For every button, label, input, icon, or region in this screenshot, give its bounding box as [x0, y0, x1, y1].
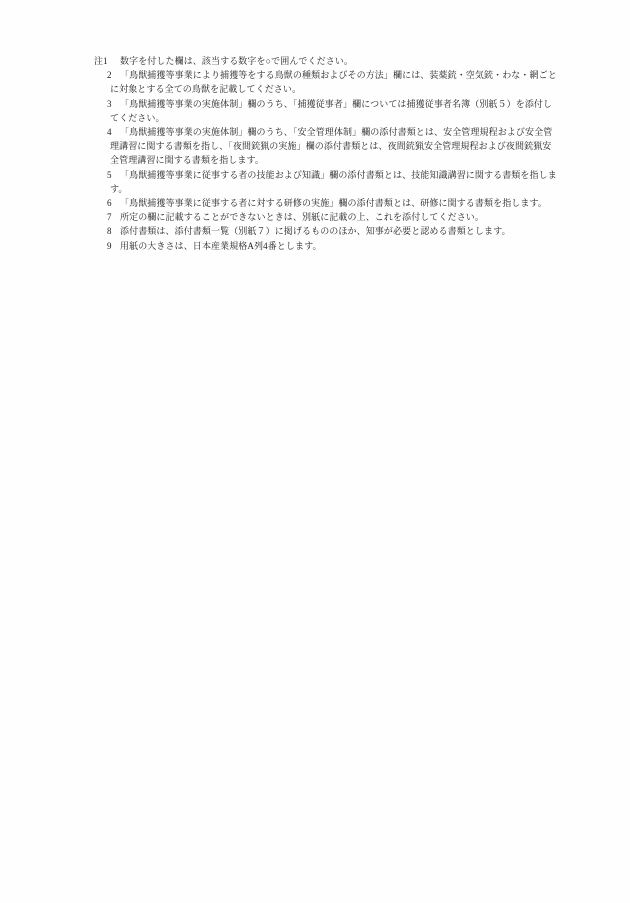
note-number: 6 — [107, 198, 112, 209]
note-item-8 — [94, 224, 566, 238]
note-line: す。 — [110, 183, 128, 194]
note-line: に対象とする全ての鳥獣を記載してください。 — [110, 84, 302, 95]
note-number: 8 — [107, 226, 112, 237]
note-line: てください。 — [110, 112, 165, 123]
note-number: 注1 — [94, 56, 108, 66]
note-line: 理講習に関する書類を指し、「夜間銃猟の実施」欄の添付書類とは、夜間銃猟安全管理規程および夜間銃猟安 — [110, 141, 552, 152]
note-item-2 — [94, 68, 566, 96]
notes-section — [94, 54, 566, 253]
note-item-7 — [94, 210, 566, 224]
note-line: 「鳥獣捕獲等事業に従事する者の技能および知識」欄の添付書類とは、技能知識講習に関する書類を指しま — [120, 169, 557, 180]
note-line: 数字を付した欄は、該当する数字を○で囲んでください。 — [120, 56, 354, 66]
note-number: 2 — [107, 70, 112, 81]
note-number: 7 — [107, 212, 112, 223]
note-item-1 — [94, 54, 566, 68]
note-number: 4 — [107, 127, 112, 138]
note-line: 用紙の大きさは、日本産業規格A列4番とします。 — [120, 240, 322, 251]
note-line: 所定の欄に記載することができないときは、別紙に記載の上、これを添付してください。 — [120, 212, 485, 223]
note-line: 「鳥獣捕獲等事業の実施体制」欄のうち、「安全管理体制」欄の添付書類とは、安全管理規程および安全管 — [120, 127, 553, 138]
note-item-5 — [94, 168, 566, 196]
note-number: 5 — [107, 169, 112, 180]
note-item-4 — [94, 125, 566, 168]
note-item-9 — [94, 239, 566, 253]
note-line: 全管理講習に関する書類を指します。 — [110, 155, 264, 166]
note-item-6 — [94, 196, 566, 210]
note-line: 「鳥獣捕獲等事業により捕獲等をする鳥獣の種類およびその方法」欄には、装薬銃・空気銃・わな・網ごと — [120, 70, 557, 81]
note-item-3 — [94, 97, 566, 125]
note-line: 添付書類は、添付書類一覧（別紙７）に掲げるもののほか、知事が必要と認める書類とします。 — [120, 226, 511, 237]
note-line: 「鳥獣捕獲等事業に従事する者に対する研修の実施」欄の添付書類とは、研修に関する書類を指します。 — [120, 198, 547, 209]
note-line: 「鳥獣捕獲等事業の実施体制」欄のうち、「捕獲従事者」欄については捕獲従事者名簿（別紙５）を添付し — [120, 98, 553, 109]
note-number: 9 — [107, 240, 112, 251]
note-number: 3 — [107, 98, 112, 109]
